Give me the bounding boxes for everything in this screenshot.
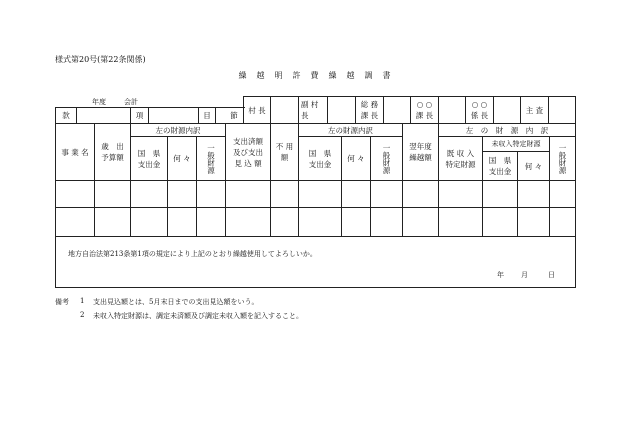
kan-label: 款 [62,111,70,120]
date-month: 月 [521,271,528,279]
note-2-number: 2 [80,311,85,319]
col-left-fin-source: 左の財源内訳 [155,125,201,135]
note-1-number: 1 [80,297,85,305]
date-day: 日 [548,271,555,279]
approval-statement: 地方自治法第213条第1項の規定により上記のとおり繰越使用してよろしいか。 [68,250,317,258]
col-misc-2: 何 々 [347,154,365,163]
col-left-fin-source-3: 左 の 財 源 内 訳 [465,125,549,135]
col-unused: 不 用 額 [275,142,294,162]
kou-label: 項 [135,111,144,120]
col-left-fin-source-2: 左の財源内訳 [328,125,373,135]
col-national-2: 国 県 支出金 [308,148,332,169]
col-misc: 何 々 [173,154,191,163]
col-carryover: 翌年度 繰越額 [409,142,432,162]
col-national-3: 国 県 支出金 [488,156,512,176]
date-year: 年 [497,271,504,279]
col-project-name: 事 業 名 [61,147,89,157]
supervisor-label: 主 査 [525,105,544,115]
col-general-2: 一般財源 [382,143,391,174]
section-chief-label: ○ ○ 課 長 [415,100,434,120]
col-general: 一般財源 [206,143,216,174]
col-general-3: 一般財源 [558,143,567,174]
moku-label: 目 [203,111,211,120]
col-misc-3: 何 々 [524,161,543,171]
setsu-label: 節 [230,111,238,120]
col-uncollected: 未収入特定財源 [491,139,541,148]
col-paid: 支出済額 及び支出 見 込 額 [233,136,263,168]
mayor-label: 村 長 [248,105,266,115]
note-1: 支出見込額とは、5月末日までの支出見込額をいう。 [93,298,259,306]
col-collected: 既 収 入 特定財源 [445,148,476,169]
notes-label: 備考 [55,298,69,306]
general-affairs-label: 総 務 課 長 [360,100,379,120]
form-number: 様式第20号(第22条関係) [55,55,146,64]
col-budget: 歳 出 予算額 [101,142,124,162]
sub-chief-label: ○ ○ 係 長 [470,100,489,120]
note-2: 未収入特定財源は、調定未済額及び調定未収入額を記入すること。 [93,312,303,320]
account-label: 会計 [124,98,138,106]
vice-mayor-label: 副 村 長 [301,100,319,120]
col-national: 国 県 支出金 [137,148,161,169]
form-title: 繰 越 明 許 費 繰 越 調 書 [238,71,392,80]
fiscal-year-label: 年度 [92,98,106,106]
